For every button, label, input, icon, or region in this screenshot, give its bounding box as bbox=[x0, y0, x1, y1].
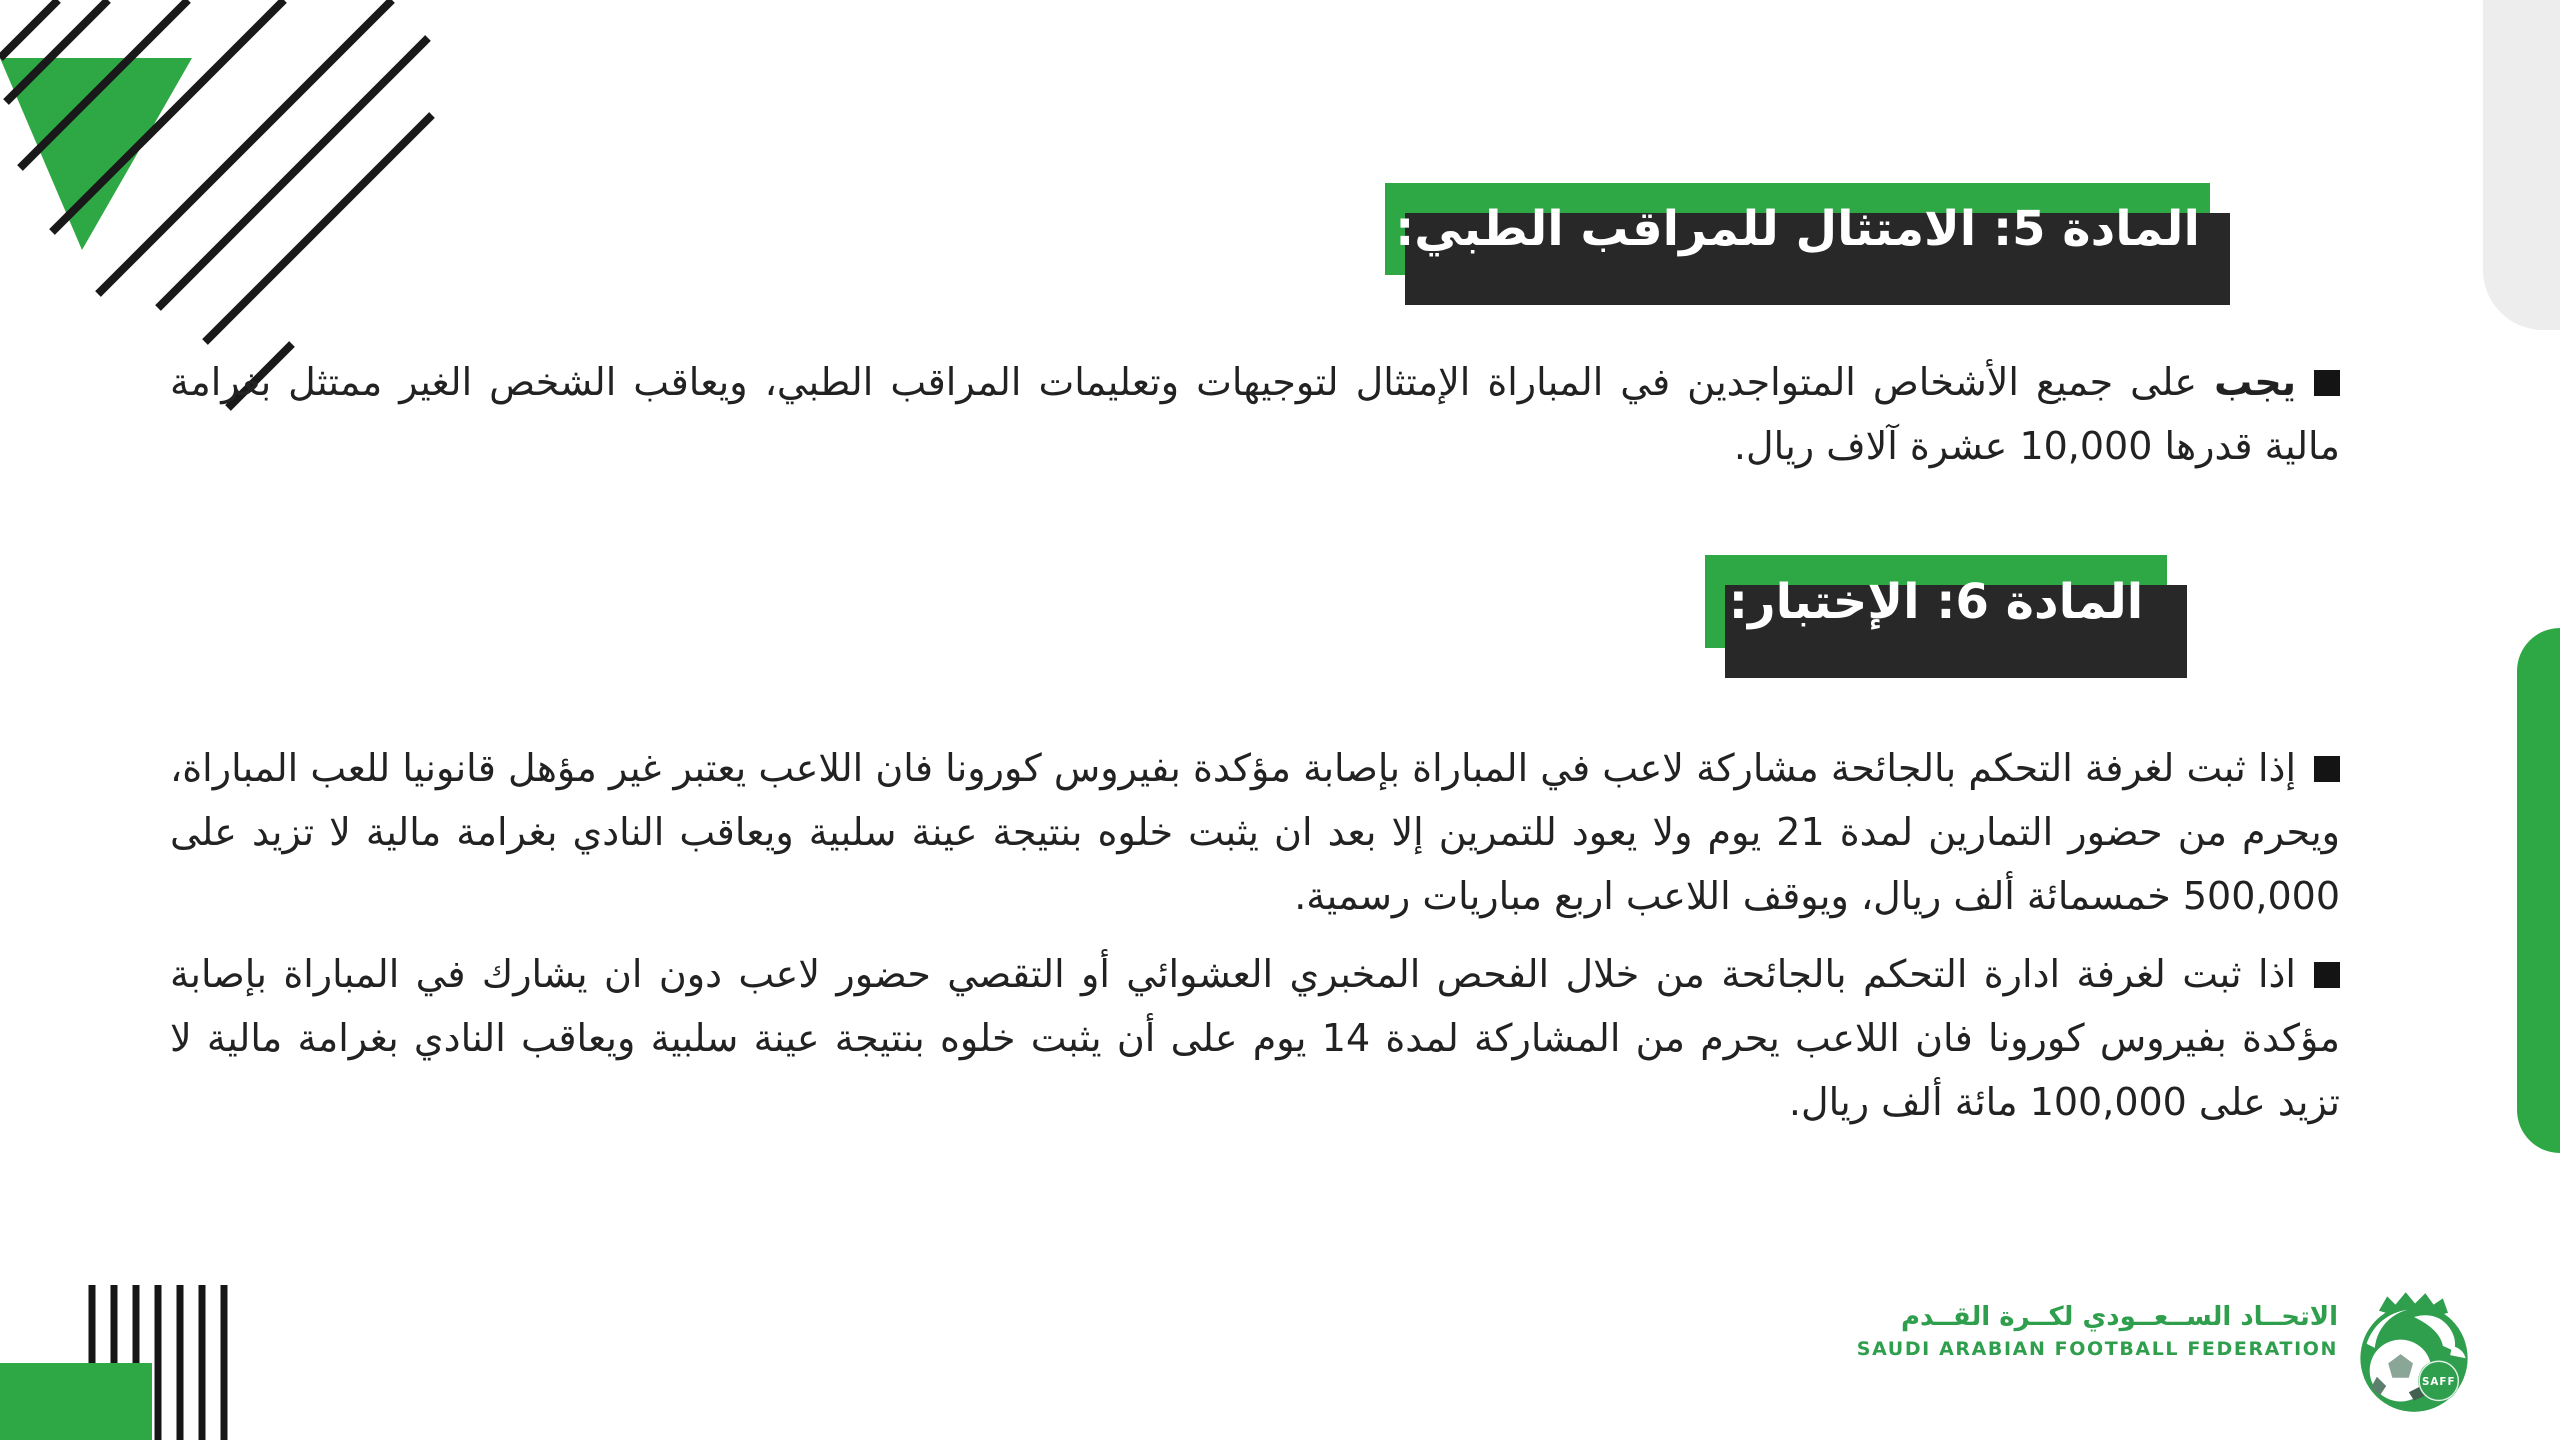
federation-name-arabic: الاتحــاد الســعــودي لكــرة القــدم bbox=[1900, 1302, 2338, 1332]
article-6-title: المادة 6: الإختبار: bbox=[1728, 573, 2144, 630]
article-5-title-badge bbox=[1385, 183, 2210, 275]
bullet-lead-bold: يجب bbox=[2214, 360, 2296, 404]
article-6-bullet-2 bbox=[170, 942, 2340, 1134]
gray-tab-top-right bbox=[2483, 0, 2560, 330]
article-6-bullet-1 bbox=[170, 736, 2340, 928]
bullet-square-icon bbox=[2314, 370, 2340, 396]
bullet-square-icon bbox=[2314, 962, 2340, 988]
federation-wordmark bbox=[1857, 1302, 2338, 1360]
federation-name-english: SAUDI ARABIAN FOOTBALL FEDERATION bbox=[1856, 1338, 2338, 1360]
article-6-title-badge bbox=[1705, 555, 2167, 648]
saff-crest-icon bbox=[2352, 1286, 2476, 1418]
green-rectangle-bottom-left bbox=[0, 1363, 152, 1440]
saff-badge-text: SAFF bbox=[2421, 1376, 2456, 1388]
bullet-text: على جميع الأشخاص المتواجدين في المباراة الإمتثال لتوجيهات وتعليمات المراقب الطبي، ويعاقب الشخص الغير ممتثل بغرامة مالية قدرها 10,000 عشرة آلاف ريال. bbox=[170, 360, 2340, 468]
green-bar-right bbox=[2517, 628, 2560, 1153]
bullet-square-icon bbox=[2314, 756, 2340, 782]
article-5-body bbox=[170, 350, 2340, 478]
article-6-body bbox=[170, 736, 2340, 1134]
bullet-text: إذا ثبت لغرفة التحكم بالجائحة مشاركة لاعب في المباراة بإصابة مؤكدة بفيروس كورونا فان اللاعب يعتبر غير مؤهل قانونيا للعب المباراة، ويحرم من حضور التمارين لمدة 21 يوم ولا يعود للتمرين إلا بعد ان يثبت خلوه بنتيجة عينة سلبية ويعاقب النادي بغرامة مالية لا تزيد على 500,000 خمسمائة ألف ريال، ويوقف اللاعب اربع مباريات رسمية. bbox=[170, 746, 2340, 918]
article-5-title: المادة 5: الامتثال للمراقب الطبي: bbox=[1395, 201, 2200, 257]
article-5-bullet bbox=[170, 350, 2340, 478]
bullet-text: اذا ثبت لغرفة ادارة التحكم بالجائحة من خلال الفحص المخبري العشوائي أو التقصي حضور لاعب دون ان يشارك في المباراة بإصابة مؤكدة بفيروس كورونا فان اللاعب يحرم من المشاركة لمدة 14 يوم على أن يثبت خلوه بنتيجة عينة سلبية ويعاقب النادي بغرامة مالية لا تزيد على 100,000 مائة ألف ريال. bbox=[170, 952, 2340, 1124]
